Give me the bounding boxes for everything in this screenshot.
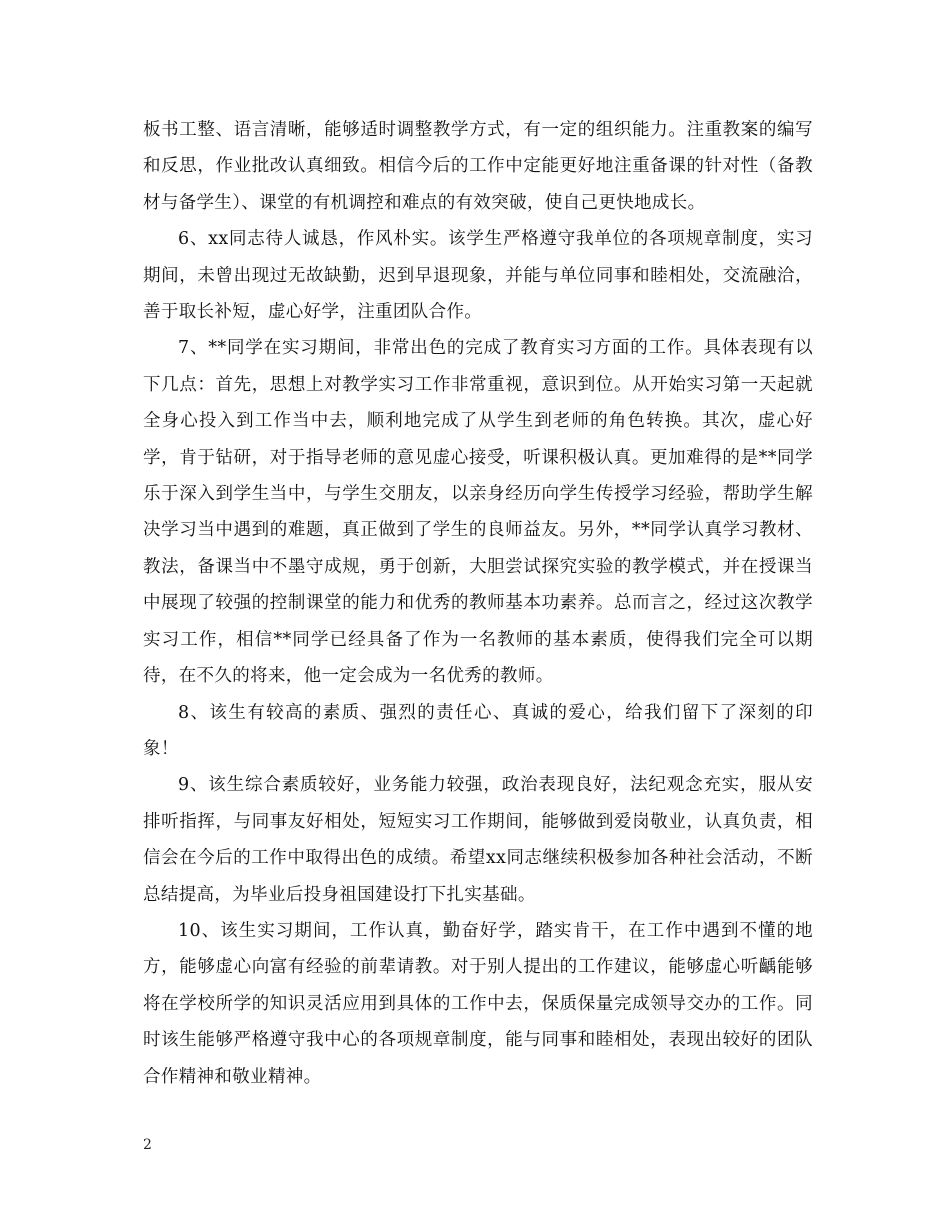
paragraph-continued: 板书工整、语言清晰，能够适时调整教学方式，有一定的组织能力。注重教案的编写和反思，作业批改认真细致。相信今后的工作中定能更好地注重备课的针对性（备教材与备学生）、课堂的有机调控和难点的有效突破，使自己更快地成长。	[143, 120, 813, 213]
page-number: 2	[143, 1137, 152, 1153]
paragraph-item-8: 8、该生有较高的素质、强烈的责任心、真诚的爱心，给我们留下了深刻的印象！	[143, 702, 813, 759]
paragraph-item-6: 6、xx同志待人诚恳，作风朴实。该学生严格遵守我单位的各项规章制度，实习期间，未曾出现过无故缺勤，迟到早退现象，并能与单位同事和睦相处，交流融洽，善于取长补短，虚心好学，注重团队合作。	[143, 229, 813, 323]
paragraph-item-9: 9、该生综合素质较好，业务能力较强，政治表现良好，法纪观念充实，服从安排听指挥，与同事友好相处，短短实习工作期间，能够做到爱岗敬业，认真负责，相信会在今后的工作中取得出色的成绩。希望xx同志继续积极参加各种社会活动，不断总结提高，为毕业后投身祖国建设打下扎实基础。	[143, 775, 813, 905]
paragraph-item-7: 7、**同学在实习期间，非常出色的完成了教育实习方面的工作。具体表现有以下几点：首先，思想上对教学实习工作非常重视，意识到位。从开始实习第一天起就全身心投入到工作当中去，顺利地完成了从学生到老师的角色转换。其次，虚心好学，肯于钻研，对于指导老师的意见虚心接受，听课积极认真。更加难得的是**同学乐于深入到学生当中，与学生交朋友，以亲身经历向学生传授学习经验，帮助学生解决学习当中遇到的难题，真正做到了学生的良师益友。另外，**同学认真学习教材、教法，备课当中不墨守成规，勇于创新，大胆尝试探究实验的教学模式，并在授课当中展现了较强的控制课堂的能力和优秀的教师基本功素养。总而言之，经过这次教学实习工作，相信**同学已经具备了作为一名教师的基本素质，使得我们完全可以期待，在不久的将来，他一定会成为一名优秀的教师。	[143, 338, 814, 687]
paragraph-item-10: 10、该生实习期间，工作认真，勤奋好学，踏实肯干，在工作中遇到不懂的地方，能够虚心向富有经验的前辈请教。对于别人提出的工作建议，能够虚心听齲能够将在学校所学的知识灵活应用到具体的工作中去，保质保量完成领导交办的工作。同时该生能够严格遵守我中心的各项规章制度，能与同事和睦相处，表现出较好的团队合作精神和敬业精神。	[143, 920, 813, 1087]
document-body	[143, 112, 813, 1095]
